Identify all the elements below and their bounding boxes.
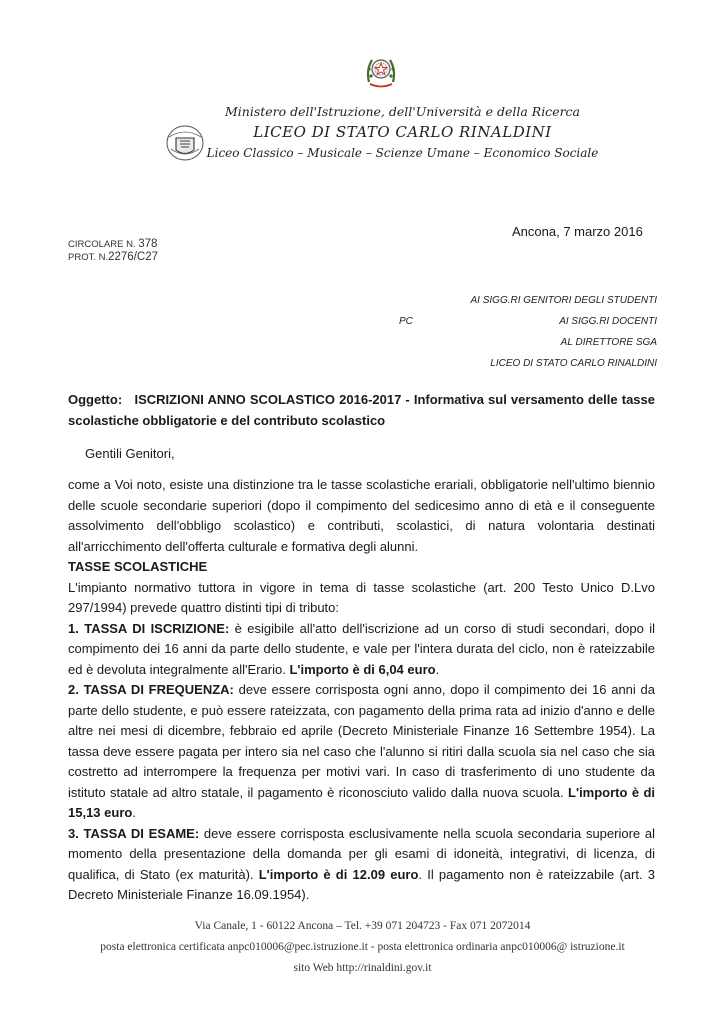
letter-date: Ancona, 7 marzo 2016 <box>512 224 643 239</box>
school-sections: Liceo Classico – Musicale – Scienze Umane – Economico Sociale <box>206 146 599 160</box>
footer-emails: posta elettronica certificata anpc010006@pec.istruzione.it - posta elettronica ordinaria anpc010006@ istruzione.it <box>100 941 625 953</box>
ministry-name: Ministero dell'Istruzione, dell'Università e della Ricerca <box>224 104 581 119</box>
circular-number: 378 <box>138 238 158 250</box>
circular-reference <box>68 238 158 264</box>
item2-text: deve essere corrisposta ogni anno, dopo il compimento dei 16 anni da parte dello studente, e può essere rateizzata, con pagamento della prima rata ad inizio d'anno e delle altre nei mesi di dicembre, febbraio ed aprile (Decreto Ministeriale Finanze 16 Settembre 1954). La tassa deve essere pagata per intero sia nel caso che l'alunno si ritiri dalla scuola sia nel caso che sia costretto ad interrompere la frequenza per motivi vari. In caso di trasferimento di uno studente da istituto statale ad altro statale, il pagamento è riconosciuto valido dalla nuova scuola. <box>68 682 655 800</box>
protocol-line <box>68 251 158 264</box>
school-name: LICEO DI STATO CARLO RINALDINI <box>253 123 552 141</box>
greeting: Gentili Genitori, <box>85 446 175 461</box>
item-iscrizione <box>68 619 655 681</box>
recipient-pc-label: PC <box>399 316 413 327</box>
item3-title: 3. TASSA DI ESAME: <box>68 825 200 841</box>
item2-title: 2. TASSA DI FREQUENZA: <box>68 682 234 697</box>
recipient-director: AL DIRETTORE SGA <box>560 337 657 348</box>
item2-end: . <box>132 805 136 820</box>
footer-website: sito Web http://rinaldini.gov.it <box>293 962 432 974</box>
item3-amount: L'importo è di 12.09 euro <box>258 866 419 882</box>
subject-text: ISCRIZIONI ANNO SCOLASTICO 2016-2017 - Informativa sul versamento delle tasse scolastiche obbligatorie e del contributo scolastico <box>68 392 655 428</box>
circular-number-line <box>68 238 158 251</box>
protocol-label: PROT. N. <box>68 252 109 263</box>
item1-title: 1. TASSA DI ISCRIZIONE: <box>68 620 230 636</box>
item1-text: è esigibile all'atto dell'iscrizione ad un corso di studi secondari, dopo il compimento dei 16 anni da parte dello studente, e vale per l'intera durata del ciclo, non è rateizzabile ed è devoluta integralmente all'Erario. <box>68 620 655 677</box>
item3-text: deve essere corrisposta esclusivamente nella scuola secondaria superiore al momento della presentazione della domanda per gli esami di idoneità, integrativi, di licenza, di qualifica, di Stato (ex maturità). <box>68 825 655 882</box>
letter-body <box>68 475 655 906</box>
item-esame <box>68 824 655 906</box>
italian-republic-emblem-icon <box>364 52 398 90</box>
protocol-number: 2276/C27 <box>108 251 158 263</box>
tasse-intro: L'impianto normativo tuttora in vigore in tema di tasse scolastiche (art. 200 Testo Unico D.Lvo 297/1994) prevede quattro distinti tipi di tributo: <box>68 579 655 615</box>
recipient-parents: AI SIGG.RI GENITORI DEGLI STUDENTI <box>470 295 657 306</box>
item1-amount: L'importo è di 6,04 euro <box>289 661 436 677</box>
item3-end: . Il pagamento non è rateizzabile (art. 3 Decreto Ministeriale Finanze 16.09.1954). <box>68 866 655 902</box>
tasse-heading: TASSE SCOLASTICHE <box>68 559 208 574</box>
recipient-teachers: AI SIGG.RI DOCENTI <box>559 316 657 327</box>
recipient-school: LICEO DI STATO CARLO RINALDINI <box>490 358 657 369</box>
footer-address: Via Canale, 1 - 60122 Ancona – Tel. +39 071 204723 - Fax 071 2072014 <box>194 920 531 932</box>
letter-subject <box>68 389 655 431</box>
intro-paragraph: come a Voi noto, esiste una distinzione tra le tasse scolastiche erariali, obbligatorie nell'ultimo biennio delle scuole secondarie superiori (dopo il compimento del sedicesimo anno di età e il conseguente assolvimento dell'obbligo scolastico) e contributi, scolastici, di natura volontaria destinati all'arricchimento dell'offerta culturale e formativa degli alunni. <box>68 477 655 554</box>
circular-label: CIRCOLARE N. <box>68 239 136 250</box>
item1-end: . <box>435 661 440 677</box>
item2-amount: L'importo è di 15,13 euro <box>68 784 655 820</box>
subject-label: Oggetto: <box>68 392 123 407</box>
item-frequenza <box>68 680 655 824</box>
